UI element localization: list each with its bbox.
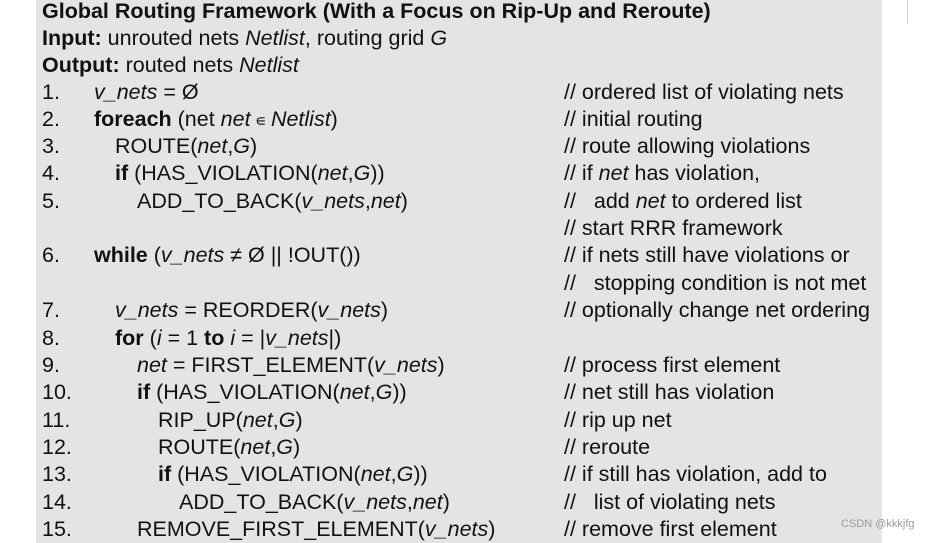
keyword: while <box>94 243 148 267</box>
var-v-nets: v_nets <box>301 189 365 213</box>
var-netlist: Netlist <box>270 107 331 131</box>
line-comment: // stopping condition is not met <box>564 271 867 295</box>
line-comment: // ordered list of violating nets <box>564 80 844 104</box>
line-number: 14. <box>42 490 72 514</box>
code-fragment: = | <box>235 326 266 350</box>
line-comment: // process first element <box>564 353 781 377</box>
code-fragment: (net <box>171 107 221 131</box>
input-line <box>42 25 447 52</box>
function-name: ROUTE( <box>158 435 241 459</box>
keyword: if <box>137 380 151 404</box>
code-fragment: ) <box>330 107 338 131</box>
code-fragment: ( <box>147 243 161 267</box>
var-net: net <box>220 107 251 131</box>
code-fragment: ) <box>437 353 445 377</box>
var-net: net <box>339 380 370 404</box>
code-text <box>115 133 257 160</box>
line-number: 15. <box>42 517 72 541</box>
code-text <box>115 297 388 324</box>
line-comment: // add net to ordered list <box>564 189 802 213</box>
code-text <box>158 461 428 488</box>
var-v-nets: v_nets <box>265 326 329 350</box>
line-comment: // list of violating nets <box>564 490 776 514</box>
input-label: Input: <box>42 26 102 50</box>
var-v-nets: v_nets <box>374 353 438 377</box>
code-fragment: ) <box>250 134 258 158</box>
var-g: G <box>276 435 294 459</box>
var-v-nets: v_nets <box>94 80 158 104</box>
code-text <box>115 160 385 187</box>
input-netlist: Netlist <box>245 26 305 50</box>
code-fragment: , <box>369 380 376 404</box>
code-text <box>137 352 445 379</box>
line-number: 12. <box>42 435 72 459</box>
input-text: unrouted nets <box>101 26 246 50</box>
code-text <box>94 242 361 269</box>
var-g: G <box>278 408 296 432</box>
var-g: G <box>375 380 393 404</box>
line-comment: // initial routing <box>564 107 703 131</box>
code-fragment: )) <box>413 462 428 486</box>
code-text <box>115 325 341 352</box>
code-fragment: )) <box>392 380 407 404</box>
function-name: ADD_TO_BACK( <box>137 189 302 213</box>
divider <box>907 0 908 24</box>
line-number: 1. <box>42 80 60 104</box>
var-net: net <box>412 490 443 514</box>
code-text <box>94 106 338 135</box>
code-fragment: ) <box>442 490 450 514</box>
code-fragment: ( <box>143 326 157 350</box>
code-fragment: (HAS_VIOLATION( <box>128 161 318 185</box>
code-fragment: ) <box>295 408 303 432</box>
code-fragment: , <box>347 161 354 185</box>
line-comment: // if still has violation, add to <box>564 462 827 486</box>
code-fragment: = FIRST_ELEMENT( <box>166 353 375 377</box>
output-label: Output: <box>42 53 120 77</box>
code-fragment: , <box>270 435 277 459</box>
watermark: CSDN @kkkjfg <box>841 518 915 530</box>
var-net: net <box>360 462 391 486</box>
line-comment: // if nets still have violations or <box>564 243 850 267</box>
line-comment: // remove first element <box>564 517 777 541</box>
code-text <box>137 379 407 406</box>
keyword: foreach <box>94 107 172 131</box>
line-number: 2. <box>42 107 60 131</box>
var-i: i <box>156 326 162 350</box>
line-comment: // if net has violation, <box>564 161 761 185</box>
output-line <box>42 52 299 79</box>
code-text <box>158 434 300 461</box>
code-fragment: )) <box>370 161 385 185</box>
var-v-nets: v_nets <box>115 298 179 322</box>
line-number: 5. <box>42 189 60 213</box>
code-fragment: , <box>272 408 279 432</box>
var-g: G <box>353 161 371 185</box>
var-net: net <box>242 408 273 432</box>
line-comment: // start RRR framework <box>564 216 783 240</box>
code-text <box>179 489 450 516</box>
line-number: 8. <box>42 326 60 350</box>
code-fragment: (HAS_VIOLATION( <box>171 462 361 486</box>
function-name: RIP_UP( <box>158 408 243 432</box>
code-fragment: , <box>390 462 397 486</box>
line-comment: // rip up net <box>564 408 672 432</box>
var-v-nets: v_nets <box>317 298 381 322</box>
line-number: 10. <box>42 380 72 404</box>
line-number: 11. <box>42 408 71 432</box>
code-fragment: , <box>227 134 234 158</box>
function-name: REMOVE_FIRST_ELEMENT( <box>137 517 425 541</box>
var-v-nets: v_nets <box>160 243 225 267</box>
keyword: for <box>115 326 144 350</box>
var-net: net <box>137 353 167 377</box>
code-fragment: (HAS_VIOLATION( <box>150 380 340 404</box>
function-name: ROUTE( <box>115 134 198 158</box>
code-fragment: ≠ Ø || !OUT()) <box>224 243 361 267</box>
var-net: net <box>240 435 271 459</box>
algorithm-title-text: Global Routing Framework (With a Focus on Rip-Up and Reroute) <box>42 0 711 23</box>
line-comment: // route allowing violations <box>564 134 811 158</box>
code-fragment: |) <box>328 326 342 350</box>
line-number: 7. <box>42 298 60 322</box>
var-net: net <box>197 134 228 158</box>
keyword: to <box>204 326 225 350</box>
code-text <box>94 79 199 106</box>
element-of-symbol: ∊ <box>250 113 271 130</box>
input-text-2: , routing grid <box>304 26 431 50</box>
var-g: G <box>396 462 414 486</box>
code-text <box>137 188 408 215</box>
code-text <box>158 407 303 434</box>
var-v-nets: v_nets <box>424 517 489 541</box>
code-fragment: , <box>406 490 413 514</box>
code-fragment: = REORDER( <box>178 298 318 322</box>
var-g: G <box>233 134 251 158</box>
code-fragment: ) <box>488 517 496 541</box>
output-netlist: Netlist <box>239 53 299 77</box>
line-number: 6. <box>42 243 60 267</box>
line-comment: // optionally change net ordering <box>564 298 870 322</box>
code-fragment: , <box>364 189 371 213</box>
line-number: 9. <box>42 353 60 377</box>
line-number: 3. <box>42 134 60 158</box>
var-net: net <box>370 189 401 213</box>
code-text <box>137 516 495 543</box>
var-v-nets: v_nets <box>343 490 407 514</box>
line-number: 13. <box>42 462 72 486</box>
line-comment: // net still has violation <box>564 380 775 404</box>
code-fragment: ) <box>380 298 389 322</box>
line-number: 4. <box>42 161 60 185</box>
var-i: i <box>230 326 236 350</box>
code-fragment: ) <box>400 189 408 213</box>
code-fragment: ) <box>293 435 301 459</box>
line-comment: // reroute <box>564 435 651 459</box>
algorithm-title <box>42 0 711 25</box>
function-name: ADD_TO_BACK( <box>179 490 344 514</box>
output-text: routed nets <box>119 53 240 77</box>
code-fragment: = Ø <box>157 80 199 104</box>
var-net: net <box>317 161 348 185</box>
code-fragment: = 1 <box>161 326 205 350</box>
keyword: if <box>158 462 172 486</box>
keyword: if <box>115 161 129 185</box>
input-grid: G <box>430 26 448 50</box>
